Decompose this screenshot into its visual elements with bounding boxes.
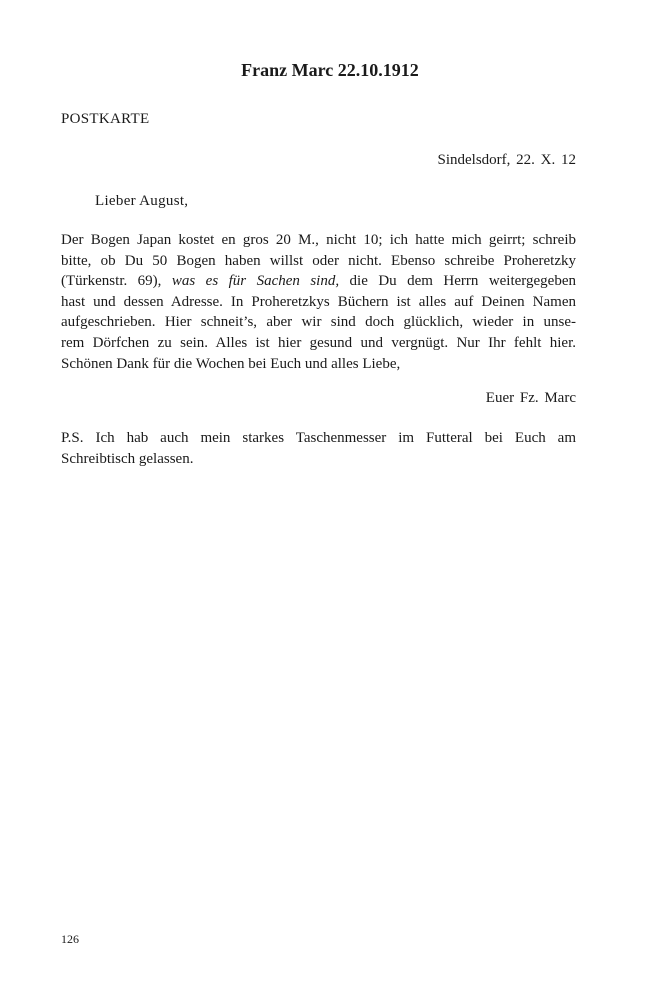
body-line-start: (Türkenstr. 69), bbox=[61, 273, 172, 290]
body-line-end: die Du dem Herrn weitergegeben bbox=[339, 273, 576, 290]
page-number: 126 bbox=[61, 932, 79, 946]
signature: Euer Fz. Marc bbox=[485, 390, 576, 406]
body-line: hast und dessen Adresse. In Proheretzkys Büchern ist alles auf Deinen Namen bbox=[61, 293, 576, 310]
page-title: Franz Marc 22.10.1912 bbox=[241, 60, 419, 80]
letter-body bbox=[61, 230, 576, 374]
body-line: Der Bogen Japan kostet en gros 20 M., nicht 10; ich hatte mich geirrt; schreib bbox=[61, 232, 576, 248]
place-date: Sindelsdorf, 22. X. 12 bbox=[437, 152, 576, 168]
italic-phrase: was es für Sachen sind, bbox=[171, 273, 340, 290]
body-line: Schönen Dank für die Wochen bei Euch und alles Liebe, bbox=[61, 355, 401, 372]
postscript bbox=[61, 428, 576, 469]
salutation: Lieber August, bbox=[95, 193, 189, 209]
body-line: bitte, ob Du 50 Bogen haben willst oder nicht. Ebenso schreibe Proheretzky bbox=[61, 252, 576, 269]
body-line: aufgeschrieben. Hier schneit’s, aber wir sind doch glücklich, wieder in unse- bbox=[61, 314, 576, 331]
body-line bbox=[61, 271, 576, 292]
body-line: rem Dörfchen zu sein. Alles ist hier gesund und vergnügt. Nur Ihr fehlt hier. bbox=[61, 334, 576, 351]
postscript-line: Schreibtisch gelassen. bbox=[61, 450, 194, 467]
postcard-label: POSTKARTE bbox=[61, 111, 150, 127]
postscript-line: P.S. Ich hab auch mein starkes Taschenmesser im Futteral bei Euch am bbox=[61, 430, 576, 446]
